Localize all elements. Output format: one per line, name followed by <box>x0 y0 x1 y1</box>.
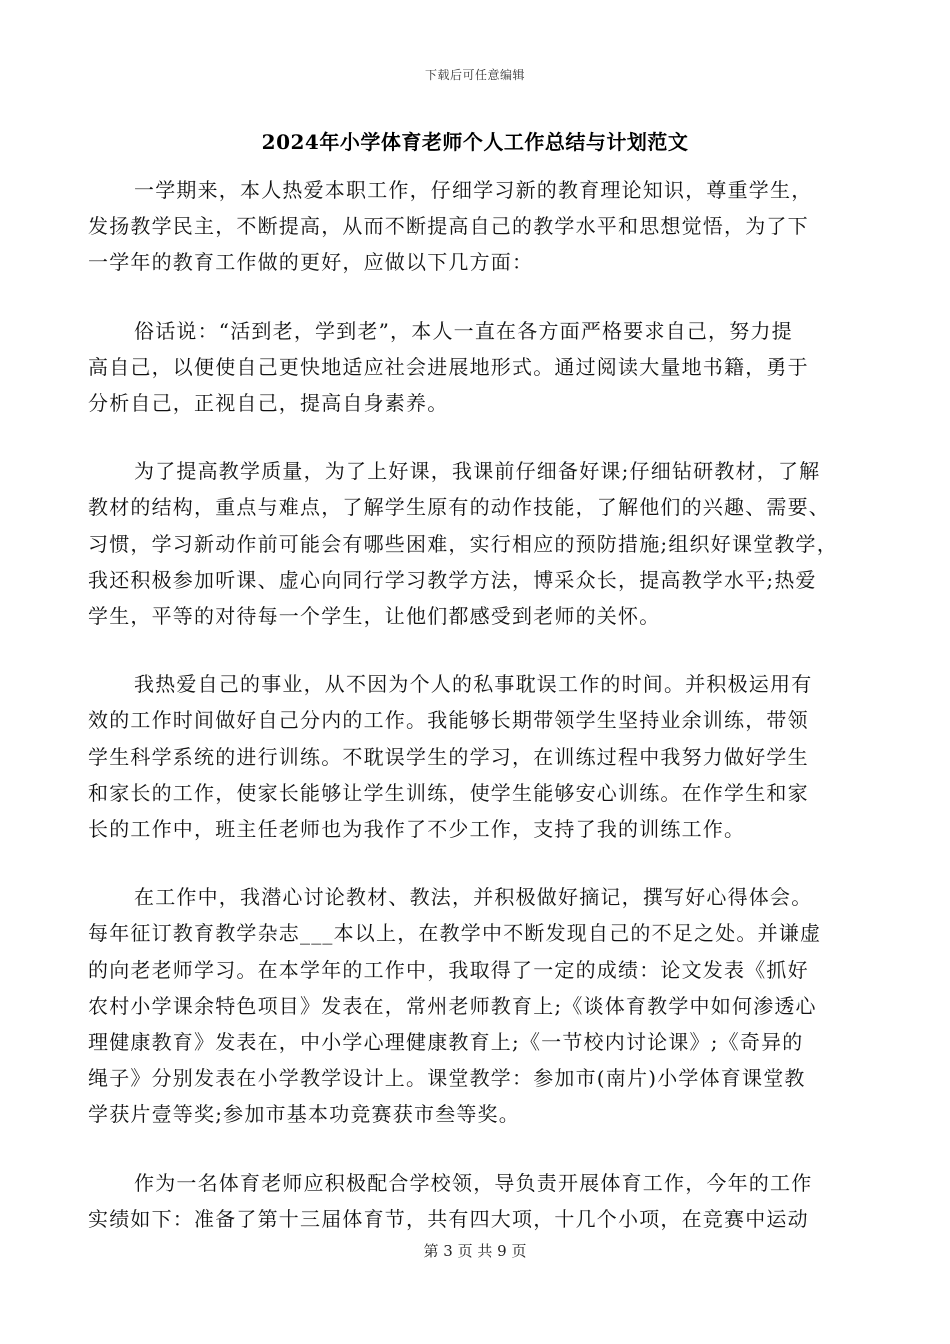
paragraph-line: 效的工作时间做好自己分内的工作。我能够长期带领学生坚持业余训练，带领 <box>88 708 809 733</box>
paragraph-6 <box>88 1165 860 1237</box>
paragraph-1 <box>88 172 860 281</box>
paragraph-line: 学生，平等的对待每一个学生，让他们都感受到老师的关怀。 <box>88 604 661 629</box>
paragraph-3 <box>88 453 860 634</box>
paragraph-line: 我热爱自己的事业，从不因为个人的私事耽误工作的时间。并积极运用有 <box>134 672 813 697</box>
paragraph-line: 分析自己，正视自己，提高自身素养。 <box>88 391 449 416</box>
paragraph-5 <box>88 879 860 1132</box>
page-number: 第 3 页 共 9 页 <box>423 1242 527 1260</box>
paragraph-line: 长的工作中，班主任老师也为我作了不少工作，支持了我的训练工作。 <box>88 817 746 842</box>
paragraph-line: 理健康教育》发表在，中小学心理健康教育上;《一节校内讨论课》;《奇异的 <box>88 1030 804 1055</box>
paragraph-line: 学生科学系统的进行训练。不耽误学生的学习，在训练过程中我努力做好学生 <box>88 744 809 769</box>
paragraph-4 <box>88 666 860 847</box>
paragraph-line: 俗话说：“活到老，学到老”，本人一直在各方面严格要求自己，努力提 <box>134 318 793 343</box>
paragraph-line: 发扬教学民主，不断提高，从而不断提高自己的教学水平和思想觉悟，为了下 <box>88 214 809 239</box>
paragraph-line: 每年征订教育教学杂志___本以上，在教学中不断发现自己的不足之处。并谦虚 <box>88 921 822 946</box>
header-note: 下载后可任意编辑 <box>424 68 525 82</box>
paragraph-line: 教材的结构，重点与难点，了解学生原有的动作技能，了解他们的兴趣、需要、 <box>88 495 830 520</box>
paragraph-line: 农村小学课余特色项目》发表在，常州老师教育上;《谈体育教学中如何渗透心 <box>88 993 817 1018</box>
paragraph-line: 作为一名体育老师应积极配合学校领，导负责开展体育工作，今年的工作 <box>134 1170 813 1195</box>
paragraph-line: 为了提高教学质量，为了上好课，我课前仔细备好课;仔细钻研教材，了解 <box>134 459 821 484</box>
paragraph-line: 高自己，以便使自己更快地适应社会进展地形式。通过阅读大量地书籍，勇于 <box>88 354 809 379</box>
paragraph-line: 绳子》分别发表在小学教学设计上。课堂教学：参加市(南片)小学体育课堂教 <box>88 1066 806 1091</box>
document-title: 2024年小学体育老师个人工作总结与计划范文 <box>261 130 689 154</box>
document-body <box>88 172 860 1269</box>
paragraph-2 <box>88 313 860 422</box>
paragraph-line: 习惯，学习新动作前可能会有哪些困难，实行相应的预防措施;组织好课堂教学， <box>88 531 838 556</box>
paragraph-line: 我还积极参加听课、虚心向同行学习教学方法，博采众长，提高教学水平;热爱 <box>88 567 817 592</box>
paragraph-line: 一学年的教育工作做的更好，应做以下几方面： <box>88 250 534 275</box>
paragraph-line: 实绩如下：准备了第十三届体育节，共有四大项，十几个小项，在竞赛中运动 <box>88 1206 809 1231</box>
paragraph-line: 一学期来，本人热爱本职工作，仔细学习新的教育理论知识，尊重学生， <box>134 178 813 202</box>
paragraph-line: 的向老老师学习。在本学年的工作中，我取得了一定的成绩：论文发表《抓好 <box>88 957 809 982</box>
paragraph-line: 和家长的工作，使家长能够让学生训练，使学生能够安心训练。在作学生和家 <box>88 780 809 805</box>
paragraph-line: 学获片壹等奖;参加市基本功竞赛获市叁等奖。 <box>88 1102 520 1127</box>
paragraph-line: 在工作中，我潜心讨论教材、教法，并积极做好摘记，撰写好心得体会。 <box>134 885 813 910</box>
